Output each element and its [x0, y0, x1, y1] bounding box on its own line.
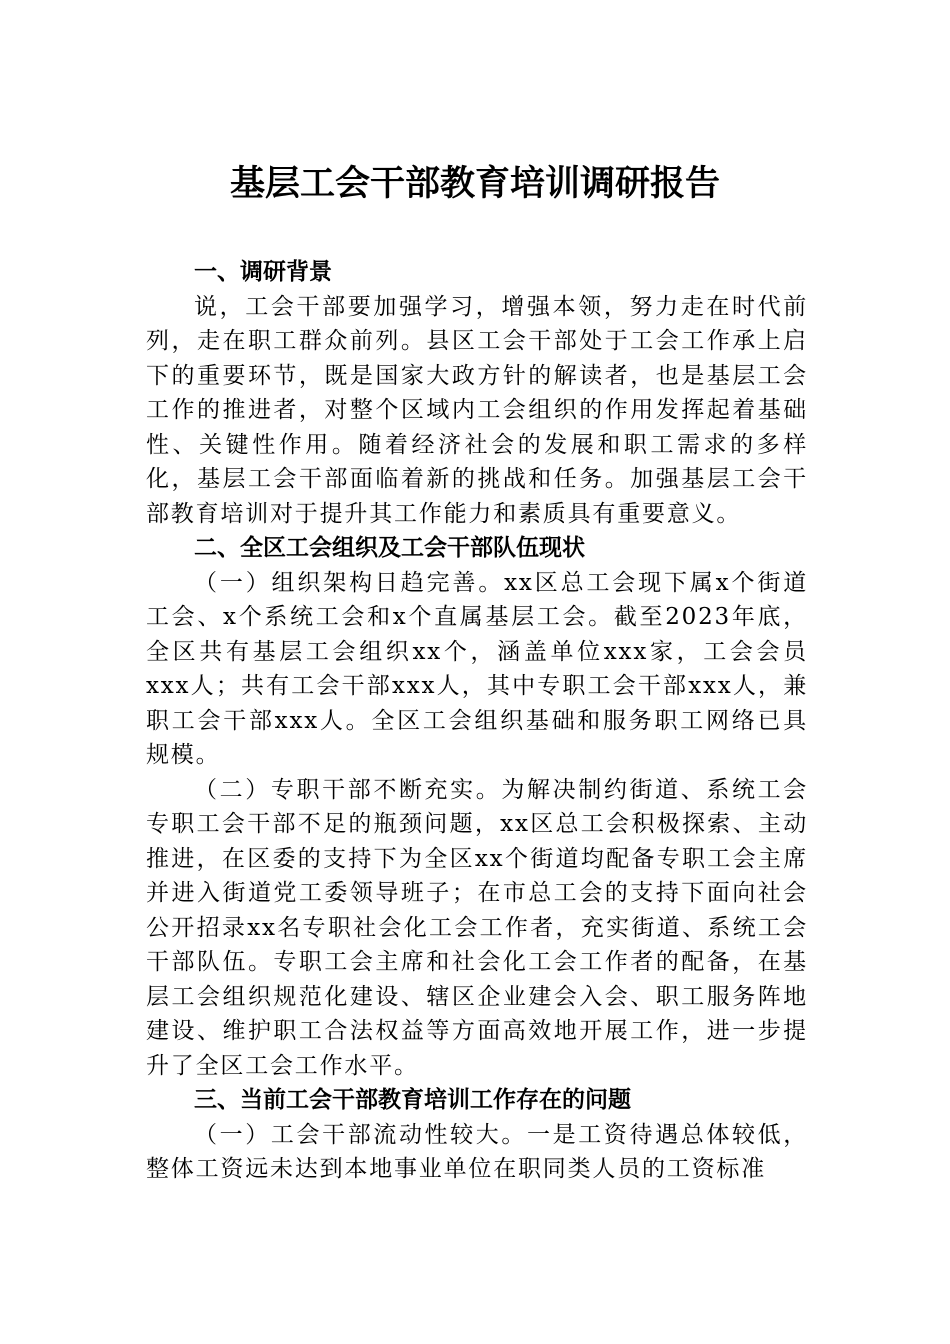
document-body [146, 255, 808, 1187]
paragraph-cadre-mobility: （一）工会干部流动性较大。一是工资待遇总体较低，整体工资远未达到本地事业单位在职同类人员的工资标准 [146, 1121, 808, 1182]
section-heading-current-status: 二、全区工会组织及工会干部队伍现状 [194, 535, 585, 561]
document-title: 基层工会干部教育培训调研报告 [229, 163, 720, 204]
section-heading-problems: 三、当前工会干部教育培训工作存在的问题 [194, 1087, 631, 1113]
paragraph-full-time-cadres: （二）专职干部不断充实。为解决制约街道、系统工会专职工会干部不足的瓶颈问题，xx区总工会积极探索、主动推进，在区委的支持下为全区xx个街道均配备专职工会主席并进入街道党工委领导班子；在市总工会的支持下面向社会公开招录xx名专职社会化工会工作者，充实街道、系统工会干部队伍。专职工会主席和社会化工会工作者的配备，在基层工会组织规范化建设、辖区企业建会入会、职工服务阵地建设、维护职工合法权益等方面高效地开展工作，进一步提升了全区工会工作水平。 [146, 776, 808, 1079]
paragraph-background: 说，工会干部要加强学习，增强本领，努力走在时代前列，走在职工群众前列。县区工会干部处于工会工作承上启下的重要环节，既是国家大政方针的解读者，也是基层工会工作的推进者，对整个区域内工会组织的作用发挥起着基础性、关键性作用。随着经济社会的发展和职工需求的多样化，基层工会干部面临着新的挑战和任务。加强基层工会干部教育培训对于提升其工作能力和素质具有重要意义。 [146, 293, 808, 527]
paragraph-organization-structure: （一）组织架构日趋完善。xx区总工会现下属x个街道工会、x个系统工会和x个直属基层工会。截至2023年底，全区共有基层工会组织xx个，涵盖单位xxx家，工会会员xxx人；共有工会干部xxx人，其中专职工会干部xxx人，兼职工会干部xxx人。全区工会组织基础和服务职工网络已具规模。 [146, 569, 808, 768]
section-heading-background: 一、调研背景 [194, 259, 332, 285]
